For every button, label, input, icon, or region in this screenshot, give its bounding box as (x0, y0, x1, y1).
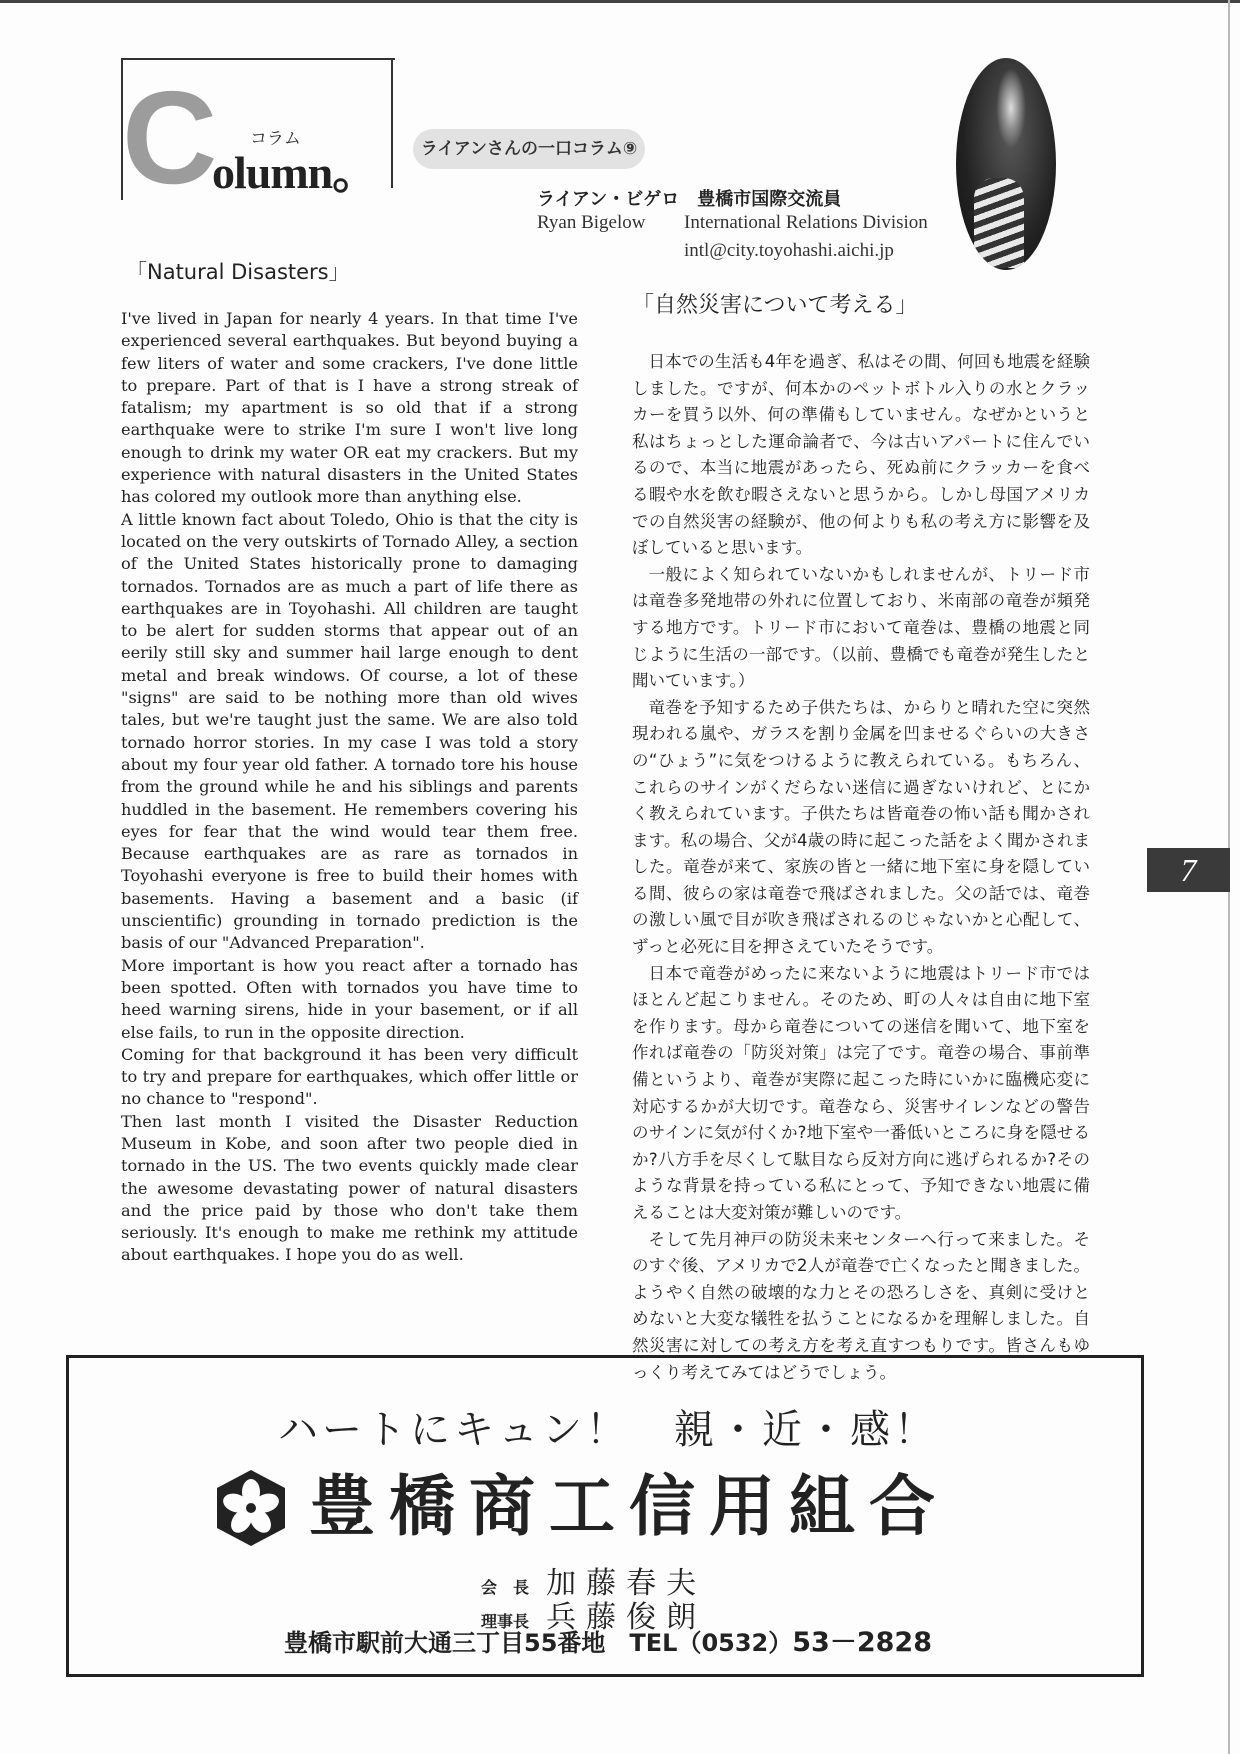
director-name: 兵藤俊朗 (546, 1600, 707, 1635)
author-email: intl@city.toyohashi.aichi.jp (684, 240, 894, 261)
english-title: 「Natural Disasters」 (126, 260, 350, 284)
column-logo-word (212, 148, 377, 198)
japanese-article (632, 349, 1090, 1386)
japanese-paragraph: 一般によく知られていないかもしれませんが、トリード市は竜巻多発地帯の外れに位置しており、米南部の竜巻が頻発する地方です。トリード市において竜巻は、豊橋の地震と同じように生活の一部です。（以前、豊橋でも竜巻が発生したと聞いています。） (632, 564, 1090, 691)
author-photo (956, 58, 1056, 270)
column-logo-frame-right (391, 58, 393, 188)
top-border (0, 0, 1240, 3)
author-division: International Relations Division (684, 212, 928, 233)
series-badge: ライアンさんの一口コラム⑨ (413, 129, 645, 169)
page-number: 7 (1147, 848, 1230, 892)
english-paragraph: More important is how you react after a tornado has been spotted. Often with tornados you have time to heed warning sirens, hide in your basement, or if all else fails, to run in the opposite direction. (121, 955, 578, 1042)
ad-slogan: ハートにキュン！ 親・近・感！ (278, 1407, 938, 1453)
column-logo-rest: olumn (212, 147, 333, 198)
ad-address (69, 1620, 1147, 1659)
ad-address-text: 豊橋市駅前大通三丁目55番地 TEL（0532） (284, 1629, 793, 1657)
photo-water-spray (996, 68, 1026, 148)
author-name-en: Ryan Bigelow (537, 212, 646, 233)
japanese-paragraph: そして先月神戸の防災未来センターへ行って来ました。そのすぐ後、アメリカで2人が竜巻で亡くなったと聞きました。ようやく自然の破壊的な力とその恐ろしさを、真剣に受けとめないと大変な犠牲を払うことになるかを理解しました。自然災害に対しての考え方を考え直すつもりです。皆さんもゆっくり考えてみてはどうでしょう。 (632, 1229, 1090, 1382)
english-paragraph: I've lived in Japan for nearly 4 years. In that time I've experienced several earthquakes. But beyond buying a few liters of water and some crackers, I've done little to prepare. Part of that is I have a strong streak of fatalism; my apartment is so old that if a strong earthquake were to strike I'm sure I won't live long enough to drink my water OR eat my crackers. But my experience with natural disasters in the United States has colored my outlook more than anything else. (121, 309, 578, 507)
ad-tel: 53－2828 (792, 1627, 932, 1658)
english-paragraph: Coming for that background it has been very difficult to try and prepare for earthquakes, which offer little or no chance to "respond". (121, 1044, 578, 1109)
english-paragraph: Then last month I visited the Disaster Reduction Museum in Kobe, and soon after two people died in tornado in the US. The two events quickly made clear the awesome devastating power of natural disasters and the price paid by those who don't take them seriously. It's enough to make me rethink my attitude about earthquakes. I hope you do as well. (121, 1111, 578, 1265)
japanese-paragraph: 竜巻を予知するため子供たちは、からりと晴れた空に突然現われる嵐や、ガラスを割り金属を凹ませるぐらいの大きさの“ひょう”に気をつけるように教えられている。もちろん、これらのサインがくだらない迷信に過ぎないけれど、とにかく教えられています。子供たちは皆竜巻の怖い話も聞かされます。私の場合、父が4歳の時に起こった話をよく聞かされました。竜巻が来て、家族の皆と一緒に地下室に身を隠している間、彼らの家は竜巻で飛ばされました。父の話では、竜巻の激しい風で目が吹き飛ばされるのじゃないかと心配して、ずっと必死に目を押さえていたそうです。 (632, 697, 1090, 957)
english-paragraph: A little known fact about Toledo, Ohio is that the city is located on the very outskirts of Tornado Alley, a section of the United States historically prone to damaging tornados. Tornados are as much a part of life there as earthquakes are in Toyohashi. All children are taught to be alert for sudden storms that appear out of an eerily still sky and summer hail large enough to dent metal and break windows. Of course, a lot of these "signs" are said to be nothing more than old wives tales, but we're taught just the same. We are also told tornado horror stories. In my case I was told a story about my four year old father. A tornado tore his house from the ground while he and his siblings and parents huddled in the basement. He remembers covering his eyes for fear that the wind would tear them free. Because earthquakes are as rare as tornados in Toyohashi everyone is free to build their homes with basements. Having a basement and a basic (if unscientific) grounding in tornado prediction is the basis of our "Advanced Preparation". (121, 509, 578, 953)
photo-person (974, 178, 1024, 268)
chairman-role: 会 長 (481, 1578, 530, 1597)
japanese-title: 「自然災害について考える」 (632, 293, 918, 318)
japanese-paragraph: 日本での生活も4年を過ぎ、私はその間、何回も地震を経験しました。ですが、何本かのペットボトル入りの水とクラッカーを買う以外、何の準備もしていません。なぜかというと私はちょっとした運命論者で、今は古いアパートに住んでいるので、本当に地震があったら、死ぬ前にクラッカーを食べる暇や水を飲む暇さえないと思うから。しかし母国アメリカでの自然災害の経験が、他の何よりも私の考え方に影響を及ぼしていると思います。 (632, 352, 1091, 558)
chairman-name: 加藤春夫 (546, 1566, 707, 1601)
director-role: 理事長 (481, 1612, 530, 1631)
author-name-jp: ライアン・ビゲロ 豊橋市国際交流員 (537, 189, 842, 210)
japanese-paragraph: 日本で竜巻がめったに来ないように地震はトリード市ではほとんど起こりません。そのため、町の人々は自由に地下室を作ります。母から竜巻についての迷信を聞いて、地下室を作れば竜巻の「防災対策」は完了です。竜巻の場合、事前準備というより、竜巻が実際に起こった時にいかに臨機応変に対応するかが大切です。竜巻なら、災害サイレンなどの警告のサインに気が付くか?地下室や一番低いところに身を隠せるか?八方手を尽くして駄目なら反対方向に逃げられるか?そのような背景を持っている私にとって、予知できない地震に備えることは大変対策が難しいのです。 (632, 963, 1090, 1222)
column-logo-dot: 。 (332, 147, 378, 198)
column-logo-initial: C (122, 64, 218, 211)
ad-company-name: 豊橋商工信用組合 (309, 1468, 949, 1545)
english-article (121, 308, 578, 1267)
column-logo-kana: コラム (250, 129, 301, 149)
flower-logo-icon (211, 1468, 291, 1548)
advertisement (66, 1355, 1144, 1677)
